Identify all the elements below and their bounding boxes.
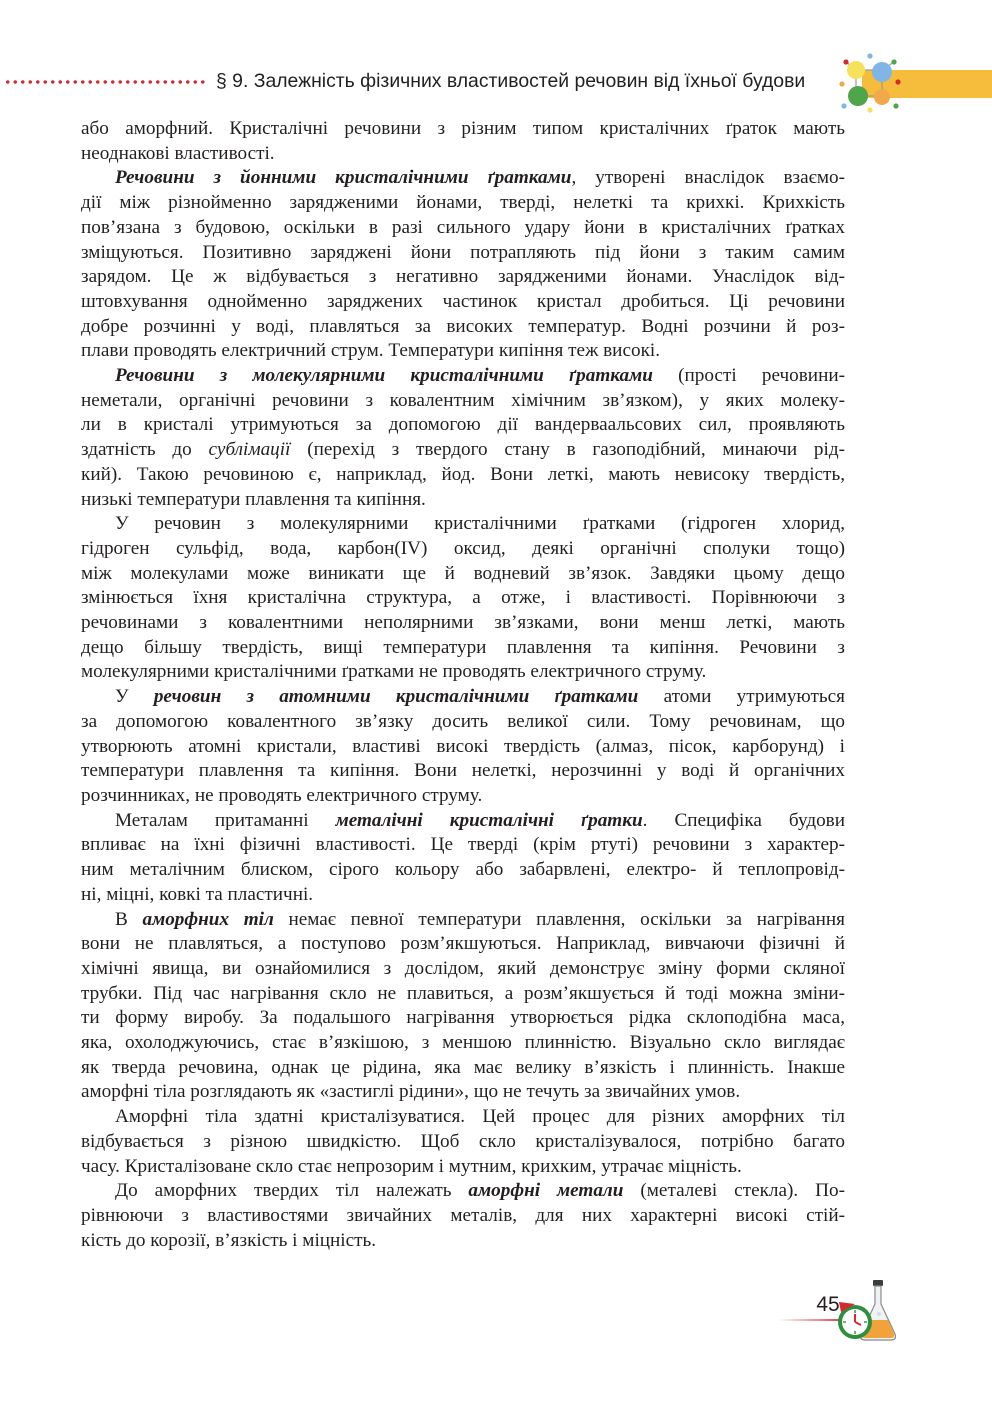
term-sublimation: сублімації xyxy=(208,439,291,461)
term-amorphous-metals: аморфні метали xyxy=(468,1180,624,1202)
text-line: дещо більшу твердість, вищі температури плавлення та кипіння. Речовини з xyxy=(81,636,845,658)
flask-clock-icon xyxy=(835,1278,899,1344)
paragraph-atomic: У речовин з атомними кристалічними ґратками атоми утримуються xyxy=(115,686,845,708)
paragraph-metallic: Металам притаманні металічні кристалічні ґратки. Специфіка будови xyxy=(115,809,846,831)
text-line: молекулярними кристалічними ґратками не проводять електричного струму. xyxy=(81,661,707,683)
text-line: дії між різнойменно зарядженими йонами, тверді, нелеткі та крихкі. Крихкість xyxy=(81,192,845,214)
text-line: плави проводять електричний струм. Температури кипіння теж високі. xyxy=(81,340,661,362)
dotted-rule xyxy=(4,80,206,84)
text-line: рівнюючи з властивостями звичайних металів, для них характерні високі стій- xyxy=(81,1204,845,1226)
paragraph-1-end: неоднакові властивості. xyxy=(81,142,275,164)
text-line: за допомогою ковалентного зв’язку досить великої сили. Тому речовинам, що xyxy=(81,710,845,732)
text-line: ні, міцні, ковкі та пластичні. xyxy=(81,883,314,905)
text-line: аморфні тіла розглядають як «застиглі рідини», що не течуть за звичайних умов. xyxy=(81,1081,741,1103)
text-line: здатність до сублімації (перехід з твердого стану в газоподібний, минаючи рід- xyxy=(81,439,845,461)
text-line: кий). Такою речовиною є, наприклад, йод. Вони леткі, мають невисоку твердість, xyxy=(81,463,845,485)
paragraph-1: або аморфний. Кристалічні речовини з різним типом кристалічних ґраток мають xyxy=(81,118,845,139)
text-line: ти форму виробу. За подальшого нагрівання утворюється рідка склоподібна маса, xyxy=(81,1007,845,1029)
text-line: штовхування однойменно заряджених частинок кристал дробиться. Ці речовини xyxy=(81,290,845,312)
paragraph-ionic: Речовини з йонними кристалічними ґратками, утворені внаслідок взаємо- xyxy=(115,167,845,189)
molecule-icon xyxy=(838,52,904,114)
text-line: добре розчинні у воді, плавляться за високих температур. Водні розчини й роз- xyxy=(81,315,845,337)
term-atomic-lattice: речовин з атомними кристалічними ґратками xyxy=(153,686,639,708)
text-line: як тверда речовина, однак це рідина, яка має велику в’язкість і плинність. Інакше xyxy=(81,1056,845,1078)
paragraph-crystallization: Аморфні тіла здатні кристалізуватися. Цей процес для різних аморфних тіл xyxy=(115,1106,845,1128)
text-line: трубки. Під час нагрівання скло не плавиться, а розм’якшується й тоді можна зміни- xyxy=(81,982,845,1004)
paragraph-amorphous: В аморфних тіл немає певної температури плавлення, оскільки за нагрівання xyxy=(115,908,845,930)
text-line: температури плавлення та кипіння. Вони нелеткі, нерозчинні у воді й органічних xyxy=(81,760,845,782)
article-body xyxy=(81,117,845,1253)
text-line: зміщуються. Позитивно заряджені йони потрапляють під йони з таким самим xyxy=(81,241,845,263)
term-ionic-lattice: Речовини з йонними кристалічними ґратками xyxy=(115,167,572,189)
term-amorphous-bodies: аморфних тіл xyxy=(142,908,274,930)
page-number: 45 xyxy=(816,1293,840,1316)
text-line: кість до корозії, в’язкість і міцність. xyxy=(81,1229,377,1251)
text-line: утворюють атомні кристали, властиві високі твердість (алмаз, пісок, карборунд) і xyxy=(81,735,845,757)
paragraph-hydrogen-bond: У речовин з молекулярними кристалічними ґратками (гідроген хлорид, xyxy=(115,513,845,535)
text-line: часу. Кристалізоване скло стає непрозорим і мутним, крихким, утрачає міцність. xyxy=(81,1155,742,1177)
text-line: ним металічним блиском, сірого кольору або забарвлені, електро- й теплопровід- xyxy=(81,859,845,881)
term-molecular-lattice: Речовини з молекулярними кристалічними ґратками xyxy=(115,365,653,387)
section-title: § 9. Залежність фізичних властивостей речовин від їхньої будови xyxy=(216,70,806,92)
term-metallic-lattice: металічні кристалічні ґратки xyxy=(335,809,643,831)
text-line: хімічні явища, ви ознайомилися з дослідом, який демонструє зміну форми скляної xyxy=(81,957,845,979)
text-line: впливає на їхні фізичні властивості. Це тверді (крім ртуті) речовини з характер- xyxy=(81,834,845,856)
text-line: пов’язана з будовою, оскільки в разі сильного удару йони в кристалічних ґратках xyxy=(81,216,845,238)
text-line: яка, охолоджуючись, стає в’язкішою, з меншою плинністю. Візуально скло виглядає xyxy=(81,1032,845,1054)
text-line: розчинниках, не проводять електричного струму. xyxy=(81,784,483,806)
text-line: вони не плавляться, а поступово розм’якшуються. Наприклад, вивчаючи фізичні й xyxy=(81,933,845,955)
page-header xyxy=(0,0,992,110)
text-line: речовинами з ковалентними неполярними зв’язками, вони менш леткі, мають xyxy=(81,612,845,634)
text-line: зарядом. Це ж відбувається з негативно зарядженими йонами. Унаслідок від- xyxy=(81,266,845,288)
text-line: ли в кристалі утримуються за допомогою дії вандерваальсових сил, проявляють xyxy=(81,414,845,436)
text-line: відбувається з різною швидкістю. Щоб скло кристалізувалося, потрібно багато xyxy=(81,1130,845,1152)
text-line: гідроген сульфід, вода, карбон(IV) оксид, деякі органічні сполуки тощо) xyxy=(81,537,845,559)
text-line: між молекулами може виникати ще й водневий зв’язок. Завдяки цьому дещо xyxy=(81,562,845,584)
text-line: змінюється їхня кристалічна структура, а отже, і властивості. Порівнюючи з xyxy=(81,587,845,609)
text-line: неметали, органічні речовини з ковалентним хімічним зв’язком), у яких молеку- xyxy=(81,389,845,411)
paragraph-amorphous-metals: До аморфних твердих тіл належать аморфні метали (металеві стекла). По- xyxy=(115,1180,845,1202)
paragraph-molecular: Речовини з молекулярними кристалічними ґратками (прості речовини- xyxy=(115,365,845,387)
text-line: низькі температури плавлення та кипіння. xyxy=(81,488,426,510)
